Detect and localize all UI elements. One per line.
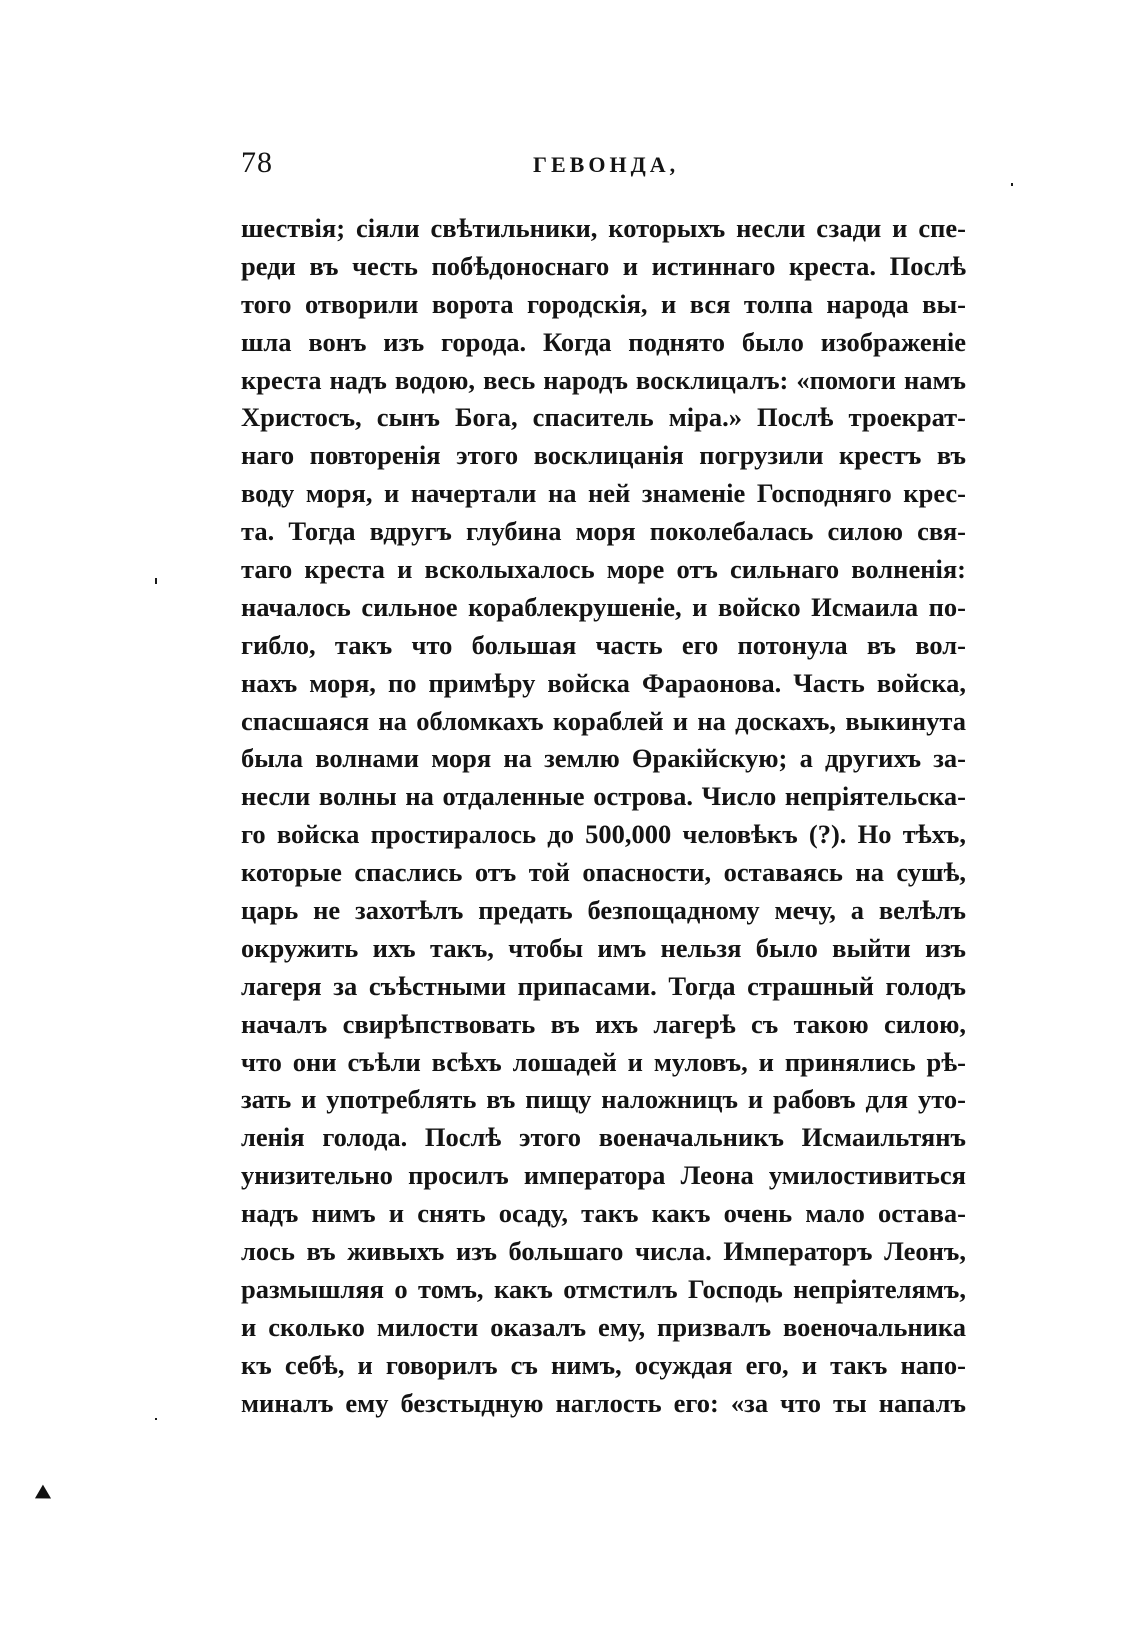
text-line: миналъ ему безстыдную наглость его: «за что ты напалъ xyxy=(241,1387,966,1418)
scan-speck xyxy=(155,1418,157,1420)
corner-arrow-icon xyxy=(35,1485,55,1506)
text-line: креста надъ водою, весь народъ восклицалъ: «помоги намъ xyxy=(241,364,966,395)
text-line: которые спаслись отъ той опасности, оставаясь на сушѣ, xyxy=(241,857,966,888)
text-line: того отворили ворота городскія, и вся толпа народа вы- xyxy=(241,288,966,319)
text-line: гибло, такъ что большая часть его потонула въ вол- xyxy=(241,629,966,660)
text-line: лось въ живыхъ изъ большаго числа. Императоръ Леонъ, xyxy=(241,1236,966,1267)
text-line: реди въ честь побѣдоноснаго и истиннаго креста. Послѣ xyxy=(241,250,966,281)
text-line: что они съѣли всѣхъ лошадей и муловъ, и принялись рѣ- xyxy=(241,1046,966,1077)
scan-speck xyxy=(1011,183,1013,186)
text-line: спасшаяся на обломкахъ кораблей и на доскахъ, выкинута xyxy=(241,705,966,736)
text-line: го войска простиралось до 500,000 человѣкъ (?). Но тѣхъ, xyxy=(241,819,966,850)
text-line: шествія; сіяли свѣтильники, которыхъ несли сзади и спе- xyxy=(241,213,966,243)
text-line: началъ свирѣпствовать въ ихъ лагерѣ съ такою силою, xyxy=(241,1008,966,1039)
text-line: царь не захотѣлъ предать безпощадному мечу, а велѣлъ xyxy=(241,895,966,926)
body-text xyxy=(241,210,966,1423)
text-line: та. Тогда вдругъ глубина моря поколебалась силою свя- xyxy=(241,516,966,547)
text-line: къ себѣ, и говорилъ съ нимъ, осуждая его, и такъ напо- xyxy=(241,1349,966,1380)
text-line: Христосъ, сынъ Бога, спаситель міра.» Послѣ троекрат- xyxy=(241,402,966,433)
page-header xyxy=(241,146,966,186)
text-line: несли волны на отдаленные острова. Число непріятельска- xyxy=(241,781,966,812)
text-line: надъ нимъ и снять осаду, такъ какъ очень мало остава- xyxy=(241,1198,966,1229)
text-line: нахъ моря, по примѣру войска Фараонова. Часть войска, xyxy=(241,667,966,698)
text-line: размышляя о томъ, какъ отмстилъ Господь непріятелямъ, xyxy=(241,1273,966,1304)
page-number: 78 xyxy=(241,146,273,179)
text-line: и сколько милости оказалъ ему, призвалъ военочальника xyxy=(241,1311,966,1342)
text-line: наго повторенія этого восклицанія погрузили крестъ въ xyxy=(241,440,966,471)
text-line: шла вонъ изъ города. Когда поднято было изображеніе xyxy=(241,326,966,357)
running-head: ГЕВОНДА, xyxy=(533,152,680,177)
text-line: таго креста и всколыхалось море отъ сильнаго волненія: xyxy=(241,554,966,585)
text-line: воду моря, и начертали на ней знаменіе Господняго крес- xyxy=(241,478,966,509)
scan-speck xyxy=(155,578,157,584)
text-line: началось сильное кораблекрушеніе, и войско Исмаила по- xyxy=(241,591,966,622)
text-line: ленія голода. Послѣ этого военачальникъ Исмаильтянъ xyxy=(241,1122,966,1153)
text-line: окружить ихъ такъ, чтобы имъ нельзя было выйти изъ xyxy=(241,932,966,963)
text-line: была волнами моря на землю Өракійскую; а другихъ за- xyxy=(241,743,966,774)
text-line: унизительно просилъ императора Леона умилостивиться xyxy=(241,1160,966,1191)
text-line: лагеря за съѣстными припасами. Тогда страшный голодъ xyxy=(241,970,966,1001)
text-line: зать и употреблять въ пищу наложницъ и рабовъ для уто- xyxy=(241,1084,966,1115)
